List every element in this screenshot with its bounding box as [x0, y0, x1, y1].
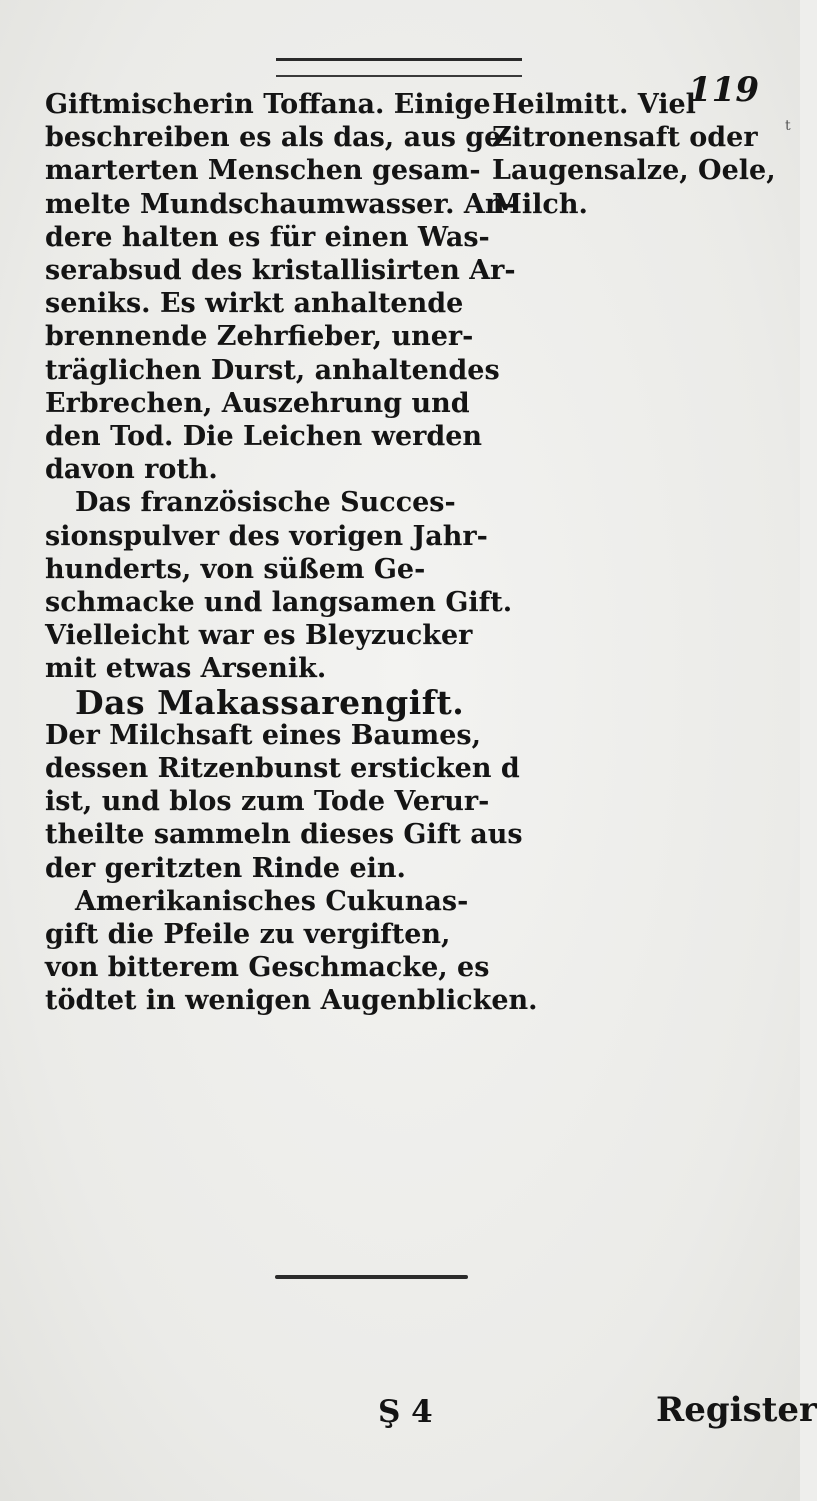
header-rule — [276, 58, 522, 77]
section-start-succession-powder: Das französische Succes- — [75, 487, 456, 519]
text-line: seniks. Es wirkt anhaltende — [45, 288, 464, 320]
text-line: brennende Zehrfieber, uner- — [45, 321, 474, 353]
remedy-heading: Heilmitt. Viel — [492, 89, 696, 120]
text-line: Zitronensaft oder — [492, 122, 758, 154]
margin-mark: t — [785, 118, 791, 134]
text-line: theilte sammeln dieses Gift aus — [45, 819, 523, 851]
text-line: ist, und blos zum Tode Verur- — [45, 786, 490, 818]
text-line: Der Milchsaft eines Baumes, — [45, 719, 482, 751]
text-line: gift die Pfeile zu vergiften, — [45, 919, 451, 951]
text-line: Erbrechen, Auszehrung und — [45, 387, 470, 419]
text-line: der geritzten Rinde ein. — [45, 852, 406, 884]
text-line: den Tod. Die Leichen werden — [45, 421, 483, 453]
text-line: hunderts, von süßem Ge- — [45, 553, 426, 585]
footer-rule — [275, 1275, 468, 1279]
text-line: schmacke und langsamen Gift. — [45, 587, 513, 619]
text-line: marterten Menschen gesam- — [45, 155, 481, 187]
text-line: Laugensalze, Oele, — [492, 155, 776, 187]
text-line: Vielleicht war es Bleyzucker — [45, 620, 473, 652]
text-line: melte Mundschaumwasser. An- — [45, 188, 516, 220]
text-line: Milch. — [492, 188, 588, 220]
text-line: davon roth. — [45, 454, 218, 486]
text-line: Giftmischerin Toffana. Einige — [45, 89, 491, 120]
signature-mark: Ş 4 — [378, 1394, 433, 1430]
text-line: träglichen Durst, anhaltendes — [45, 354, 500, 386]
left-column — [45, 88, 538, 1018]
catchword: Register — [656, 1390, 817, 1430]
text-line: sionspulver des vorigen Jahr- — [45, 520, 488, 552]
text-line: dere halten es für einen Was- — [45, 221, 490, 253]
text-line: serabsud des kristallisirten Ar- — [45, 255, 516, 287]
page-number: 119 — [688, 70, 759, 110]
text-line: beschreiben es als das, aus ge- — [45, 122, 513, 154]
section-start-curare: Amerikanisches Cukunas- — [75, 885, 469, 917]
right-column-remedies — [492, 88, 777, 221]
text-line: tödtet in wenigen Augenblicken. — [45, 985, 538, 1017]
section-heading-makassar-poison: Das Makassarengift. — [75, 682, 465, 722]
text-line: dessen Ritzenbunst ersticken d — [45, 753, 520, 785]
text-line: von bitterem Geschmacke, es — [45, 952, 490, 984]
text-line: mit etwas Arsenik. — [45, 653, 327, 685]
